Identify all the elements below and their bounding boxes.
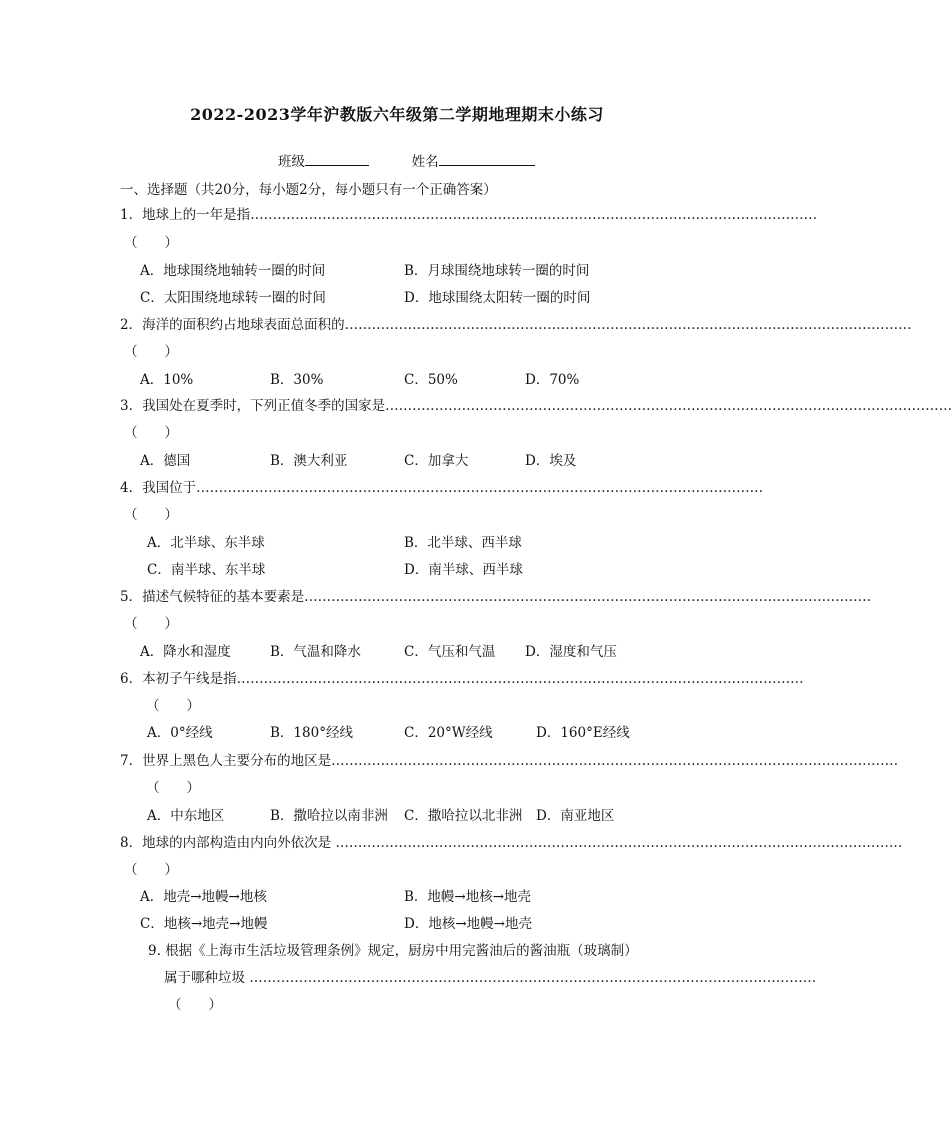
option-c[interactable]: C．气压和气温 [404, 644, 496, 660]
question-stem: 8．地球的内部构造由内向外依次是 [120, 835, 336, 851]
leader-dots: ……………………………………………………………………………………………………………… [236, 671, 804, 687]
question-1 [120, 203, 818, 223]
option-d[interactable]: D．埃及 [525, 453, 577, 469]
question-stem: 6．本初子午线是指 [120, 671, 237, 687]
question-3 [120, 394, 952, 414]
option-b[interactable]: B．气温和降水 [270, 644, 361, 660]
option-b[interactable]: B．地幔→地核→地壳 [404, 889, 532, 905]
page-title: 2022-2023学年沪教版六年级第二学期地理期末小练习 [190, 105, 604, 124]
section-heading: 一、选择题（共20分，每小题2分，每小题只有一个正确答案） [120, 182, 497, 198]
class-blank[interactable] [305, 152, 369, 166]
class-label: 班级 [278, 154, 305, 170]
option-d[interactable]: D．地核→地幔→地壳 [404, 916, 532, 932]
option-d[interactable]: D．160°E经线 [536, 725, 630, 741]
leader-dots: ……………………………………………………………………………………………………………… [250, 207, 818, 223]
option-b[interactable]: B．北半球、西半球 [404, 535, 522, 551]
option-b[interactable]: B．180°经线 [270, 725, 353, 741]
option-a[interactable]: A．地球围绕地轴转一圈的时间 [140, 263, 326, 279]
leader-dots: ……………………………………………………………………………………………………………… [304, 589, 872, 605]
answer-parentheses[interactable]: （ ） [124, 862, 178, 878]
option-c[interactable]: C．地核→地壳→地幔 [140, 916, 268, 932]
option-c[interactable]: C．加拿大 [404, 453, 469, 469]
option-a[interactable]: A．10% [140, 372, 194, 388]
question-4 [120, 476, 764, 496]
option-c[interactable]: C．20°W经线 [404, 725, 493, 741]
answer-parentheses[interactable]: （ ） [124, 235, 178, 251]
leader-dots: ……………………………………………………………………………………………………………… [385, 398, 952, 414]
option-d[interactable]: D．南亚地区 [536, 808, 615, 824]
answer-parentheses[interactable]: （ ） [146, 780, 200, 796]
question-7 [120, 749, 899, 769]
leader-dots: ……………………………………………………………………………………………………………… [344, 317, 912, 333]
answer-parentheses[interactable]: （ ） [124, 425, 178, 441]
question-stem: 5．描述气候特征的基本要素是 [120, 589, 305, 605]
option-a[interactable]: A．0°经线 [147, 725, 213, 741]
option-d[interactable]: D．南半球、西半球 [404, 562, 523, 578]
question-6 [120, 667, 804, 687]
name-label: 姓名 [411, 154, 439, 170]
leader-dots: ……………………………………………………………………………………………………………… [249, 970, 817, 986]
option-a[interactable]: A．降水和湿度 [140, 644, 231, 660]
name-blank[interactable] [439, 152, 535, 166]
question-stem: 4．我国位于 [120, 480, 197, 496]
option-b[interactable]: B．30% [270, 372, 324, 388]
answer-parentheses[interactable]: （ ） [168, 997, 222, 1013]
question-9-continued [164, 966, 817, 986]
option-c[interactable]: C．撒哈拉以北非洲 [404, 808, 523, 824]
leader-dots: ……………………………………………………………………………………………………………… [335, 835, 903, 851]
question-8 [120, 831, 903, 851]
leader-dots: ……………………………………………………………………………………………………………… [196, 480, 764, 496]
option-a[interactable]: A．地壳→地幔→地核 [140, 889, 267, 905]
option-d[interactable]: D．地球围绕太阳转一圈的时间 [404, 290, 591, 306]
answer-parentheses[interactable]: （ ） [124, 344, 178, 360]
leader-dots: ……………………………………………………………………………………………………………… [331, 753, 899, 769]
question-5 [120, 585, 872, 605]
answer-parentheses[interactable]: （ ） [124, 616, 178, 632]
question-9: 9. 根据《上海市生活垃圾管理条例》规定，厨房中用完酱油后的酱油瓶（玻璃制） [148, 943, 638, 959]
question-stem: 7．世界上黑色人主要分布的地区是 [120, 753, 332, 769]
question-stem: 2．海洋的面积约占地球表面总面积的 [120, 317, 345, 333]
option-c[interactable]: C．50% [404, 372, 458, 388]
option-b[interactable]: B．澳大利亚 [270, 453, 348, 469]
answer-parentheses[interactable]: （ ） [124, 507, 178, 523]
option-c[interactable]: C．南半球、东半球 [147, 562, 266, 578]
option-a[interactable]: A．德国 [140, 453, 191, 469]
question-2 [120, 313, 912, 333]
class-name-line [278, 150, 535, 170]
question-stem: 1．地球上的一年是指 [120, 207, 251, 223]
option-b[interactable]: B．月球围绕地球转一圈的时间 [404, 263, 590, 279]
option-d[interactable]: D．70% [525, 372, 580, 388]
option-c[interactable]: C．太阳围绕地球转一圈的时间 [140, 290, 326, 306]
question-stem: 3．我国处在夏季时，下列正值冬季的国家是 [120, 398, 386, 414]
option-b[interactable]: B．撒哈拉以南非洲 [270, 808, 388, 824]
option-a[interactable]: A．北半球、东半球 [147, 535, 265, 551]
option-d[interactable]: D．湿度和气压 [525, 644, 617, 660]
answer-parentheses[interactable]: （ ） [146, 698, 200, 714]
question-stem: 属于哪种垃圾 [164, 970, 250, 986]
option-a[interactable]: A．中东地区 [147, 808, 225, 824]
